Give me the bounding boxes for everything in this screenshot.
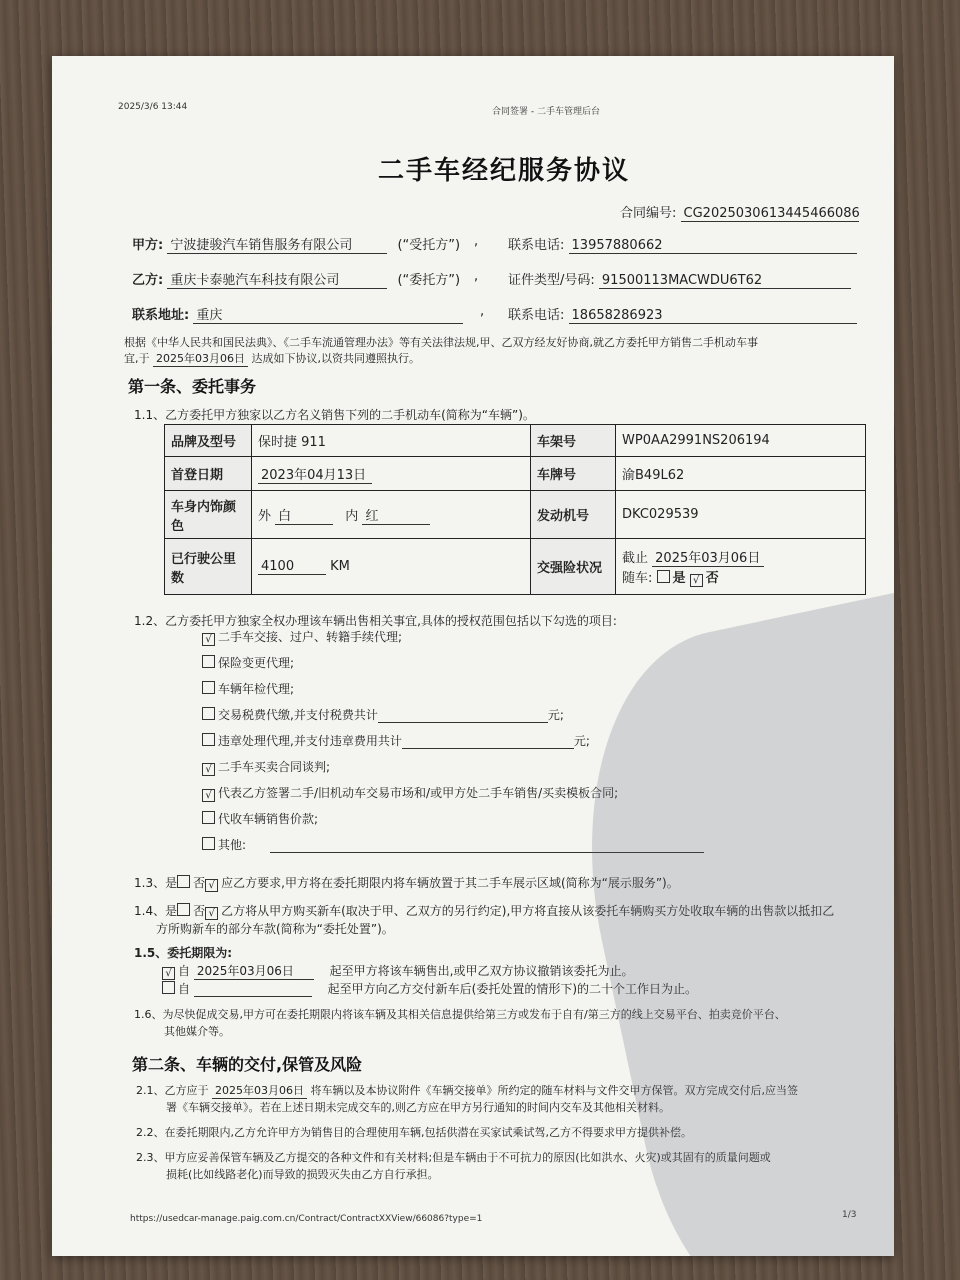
party-a-role: (“受托方”) (397, 238, 461, 253)
insurance-cell: 截止 2025年03月06日 随车: 是 √ 否 (616, 539, 866, 595)
option-tax-payment[interactable]: 交易税费代缴,并支付税费共计 元; (202, 706, 564, 723)
footer-url: https://usedcar-manage.paig.com.cn/Contract/ContractXXView/66086?type=1 (130, 1214, 483, 1224)
document-title: 二手车经纪服务协议 (378, 156, 631, 186)
option-checkbox[interactable]: √ (202, 763, 215, 776)
table-row (165, 425, 866, 457)
clause-1-3: 1.3、是 否 √ 应乙方要求,甲方将在委托期限内将车辆放置于其二手车展示区域(简称为“展示服务”)。 (134, 876, 679, 891)
party-b-role: (“委托方”) (397, 273, 461, 288)
term-option-1-checkbox[interactable]: √ (162, 967, 175, 980)
interior-color: 红 (362, 505, 430, 525)
clause-1-4-line-2: 方所购新车的部分车款(简称为“委托处置”)。 (156, 922, 394, 936)
clause-2-2: 2.2、在委托期限内,乙方允许甲方为销售目的合理使用车辆,包括供潜在买家试乘试驾,乙方不得要求甲方提供补偿。 (136, 1126, 692, 1139)
term-option-1[interactable]: √ 自 2025年03月06日 起至甲方将该车辆售出,或甲乙双方协议撤销该委托为止。 (162, 962, 634, 980)
plate-label: 车牌号 (531, 457, 616, 491)
option-annual-inspection[interactable]: 车辆年检代理; (202, 680, 294, 697)
option-checkbox[interactable] (202, 707, 215, 720)
agreement-date: 2025年03月06日 (153, 350, 248, 367)
clause-2-3: 2.3、甲方应妥善保管车辆及乙方提交的各种文件和有关材料;但是车辆由于不可抗力的原因(比如洪水、火灾)或其固有的质量问题或 (136, 1151, 771, 1164)
option-checkbox[interactable] (202, 811, 215, 824)
plate-value: 渝B49L62 (616, 457, 866, 491)
address-row (132, 304, 463, 324)
engine-value: DKC029539 (616, 491, 866, 539)
address-label: 联系地址: (132, 308, 190, 323)
vin-label: 车架号 (531, 425, 616, 457)
mileage-label: 已行驶公里数 (165, 539, 252, 595)
party-b-phone-label: 联系电话: (508, 308, 565, 323)
delivery-date: 2025年03月06日 (212, 1082, 307, 1099)
reg-date-label: 首登日期 (165, 457, 252, 491)
clause-1-5-title: 1.5、委托期限为: (134, 946, 233, 960)
term-start-date: 2025年03月06日 (194, 962, 314, 980)
clause-1-2: 1.2、乙方委托甲方独家全权办理该车辆出售相关事宜,具体的授权范围包括以下勾选的项目: (134, 614, 617, 628)
preamble-line-1: 根据《中华人民共和国民法典》、《二手车流通管理办法》等有关法律法规,甲、乙双方经友好协商,就乙方委托甲方销售二手机动车事 (124, 336, 758, 349)
party-a-row (132, 234, 460, 254)
option-handover[interactable]: √ 二手车交接、过户、转籍手续代理; (202, 628, 402, 646)
clause-1-4-yes-checkbox[interactable] (177, 903, 190, 916)
clause-1-6: 1.6、为尽快促成交易,甲方可在委托期限内将该车辆及其相关信息提供给第三方或发布于自有/第三方的线上交易平台、拍卖竞价平台、 (134, 1008, 786, 1021)
contract-number-label: 合同编号: (620, 206, 677, 221)
option-checkbox[interactable] (202, 733, 215, 746)
option-checkbox[interactable] (202, 837, 215, 850)
term-option-2[interactable]: 自 起至甲方向乙方交付新车后(委托处置的情形下)的二十个工作日为止。 (162, 980, 697, 997)
party-a-label: 甲方: (132, 238, 164, 253)
preamble-line-2: 宜,于 2025年03月06日 达成如下协议,以资共同遵照执行。 (124, 352, 420, 365)
option-negotiation[interactable]: √ 二手车买卖合同谈判; (202, 758, 330, 776)
print-page-title: 合同签署 - 二手车管理后台 (492, 107, 600, 117)
brand-value: 保时捷 911 (252, 425, 531, 457)
clause-1-4-no-checkbox[interactable]: √ (205, 907, 218, 920)
engine-label: 发动机号 (531, 491, 616, 539)
section-1-title: 第一条、委托事务 (128, 377, 257, 396)
option-violation-handling[interactable]: 违章处理代理,并支付违章费用共计 元; (202, 732, 590, 749)
clause-1-4: 1.4、是 否 √ 乙方将从甲方购买新车(取决于甲、乙双方的另行约定),甲方将直接从该委托车辆购买方处收取车辆的出售款以抵扣乙 (134, 904, 835, 919)
party-a-phone-row (508, 234, 857, 254)
clause-2-3-line-2: 损耗(比如线路老化)而导致的损毁灭失由乙方自行承担。 (166, 1168, 439, 1181)
table-row (165, 491, 866, 539)
option-other[interactable]: 其他: (202, 836, 704, 853)
color-cell: 外 白 内 红 (252, 491, 531, 539)
option-checkbox[interactable] (202, 655, 215, 668)
print-datetime: 2025/3/6 13:44 (118, 102, 188, 112)
insurance-expiry: 2025年03月06日 (652, 547, 764, 567)
party-b-phone: 18658286923 (569, 308, 857, 324)
page-number: 1/3 (842, 1210, 857, 1220)
party-b-name: 重庆卡泰驰汽车科技有限公司 (167, 269, 387, 289)
option-checkbox[interactable]: √ (202, 633, 215, 646)
insurance-yes-checkbox[interactable] (657, 570, 670, 583)
insurance-label: 交强险状况 (531, 539, 616, 595)
option-collect-payment[interactable]: 代收车辆销售价款; (202, 810, 318, 827)
vin-value: WP0AA2991NS206194 (616, 425, 866, 457)
clause-1-6-line-2: 其他媒介等。 (164, 1025, 230, 1038)
party-b-id-label: 证件类型/号码: (508, 273, 595, 288)
vehicle-info-table (164, 424, 866, 595)
section-2-title: 第二条、车辆的交付,保管及风险 (132, 1055, 363, 1074)
party-a-name: 宁波捷骏汽车销售服务有限公司 (167, 234, 387, 254)
mileage-unit: KM (330, 558, 350, 574)
term-option-2-checkbox[interactable] (162, 981, 175, 994)
party-a-phone-label: 联系电话: (508, 238, 565, 253)
brand-label: 品牌及型号 (165, 425, 252, 457)
exterior-color: 白 (275, 505, 333, 525)
option-checkbox[interactable] (202, 681, 215, 694)
option-insurance-change[interactable]: 保险变更代理; (202, 654, 294, 671)
color-label: 车身内饰颜色 (165, 491, 252, 539)
clause-1-3-yes-checkbox[interactable] (177, 875, 190, 888)
mileage-value: 4100 (258, 559, 326, 575)
mileage-cell (252, 539, 531, 595)
contract-page: 2025/3/6 13:44 合同签署 - 二手车管理后台 二手车经纪服务协议 合同编号: CG2025030613445466086 甲方: 宁波捷骏汽车销售服务有限公司 (“受托方”) , 联系电话: 13957880662 乙方: 重庆卡泰驰汽车科技有限公司 (“委托方”) , 证件类型/号码: 91500113MACWDU6T62 联系地址: 重庆 , 联系电话: 18658286923 根据《中华人民共和国民法典》、《二手车流通管理办法》等有关法律法规,甲、乙双方经友好协商,就乙方委托甲方销售二手机动车事 宜,于 2025年03月06日 达成如下协议,以资共同遵照执行。 第一条、委托事务 1.1、乙方委托甲方独家以乙方名义销售下列的二手机动车(简称为“车辆”)。 品牌及型号 保时捷 911 车架号 WP0AA2991NS206194 首登日期 2023年04月13日 车牌号 渝B49L62 车身内饰颜色 外 白 内 红 发动机号 DKC029539 已行驶公里数 4100 KM 交强险状况 截止 2025年03月06日 随车: 是 √ 否 1.2、乙方委托甲方独家全权办理该车辆出售相关事宜,具体的授权范围包括以下勾选的项目: √ 二手车交接、过户、转籍手续代理; 保险变更代理; 车辆年检代理; 交易税费代缴,并支付税费共计 元; 违章处理代理,并支付违章费用共计 元; √ 二手车买卖合同谈判; √ 代表乙方签署二手/旧机动车交易市场和/或甲方处二手车销售/买卖模板合同; 代收车辆销售价款; 其他: 1.3、是 否 √ 应乙方要求,甲方将在委托期限内将车辆放置于其二手车展示区域(简称为“展示服务”)。 1.4、是 否 √ 乙方将从甲方购买新车(取决于甲、乙双方的另行约定),甲方将直接从该委托车辆购买方处收取车辆的出售款以抵扣乙 方所购新车的部分车款(简称为“委托处置”)。 1.5、委托期限为: √ 自 2025年03月06日 起至甲方将该车辆售出,或甲乙双方协议撤销该委托为止。 自 起至甲方向乙方交付新车后(委托处置的情形下)的二十个工作日为止。 1.6、为尽快促成交易,甲方可在委托期限内将该车辆及其相关信息提供给第三方或发布于自有/第三方的线上交易平台、拍卖竞价平台、 其他媒介等。 第二条、车辆的交付,保管及风险 2.1、乙方应于 2025年03月06日 将车辆以及本协议附件《车辆交接单》所约定的随车材料与文件交甲方保管。双方完成交付后,应当签 署《车辆交接单》。若在上述日期未完成交车的,则乙方应在甲方另行通知的时间内交车及其他相关材料。 2.2、在委托期限内,乙方允许甲方为销售目的合理使用车辆,包括供潜在买家试乘试驾,乙方不得要求甲方提供补偿。 2.3、甲方应妥善保管车辆及乙方提交的各种文件和有关材料;但是车辆由于不可抗力的原因(比如洪水、火灾)或其固有的质量问题或 损耗(比如线路老化)而导致的损毁灭失由乙方自行承担。 https://usedcar-manage.paig.com.cn/Contract/ContractXXView/66086?type=1 1/3 (52, 56, 894, 1256)
address-value: 重庆 (193, 304, 463, 324)
party-b-row (132, 269, 460, 289)
insurance-no-checkbox[interactable]: √ (690, 574, 703, 587)
party-b-id: 91500113MACWDU6T62 (599, 273, 851, 289)
party-a-phone: 13957880662 (569, 238, 857, 254)
party-b-label: 乙方: (132, 273, 164, 288)
clause-1-1: 1.1、乙方委托甲方独家以乙方名义销售下列的二手机动车(简称为“车辆”)。 (134, 408, 535, 422)
clause-1-3-no-checkbox[interactable]: √ (205, 879, 218, 892)
option-checkbox[interactable]: √ (202, 789, 215, 802)
reg-date-cell (252, 457, 531, 491)
clause-2-1: 2.1、乙方应于 2025年03月06日 将车辆以及本协议附件《车辆交接单》所约定的随车材料与文件交甲方保管。双方完成交付后,应当签 (136, 1084, 798, 1097)
table-row (165, 539, 866, 595)
party-b-id-row (508, 269, 851, 289)
clause-2-1-line-2: 署《车辆交接单》。若在上述日期未完成交车的,则乙方应在甲方另行通知的时间内交车及其他相关材料。 (166, 1101, 670, 1114)
party-b-phone-row (508, 304, 857, 324)
contract-number-value: CG2025030613445466086 (681, 206, 859, 222)
reg-date-value: 2023年04月13日 (258, 464, 372, 484)
table-row (165, 457, 866, 491)
option-sign-contract[interactable]: √ 代表乙方签署二手/旧机动车交易市场和/或甲方处二手车销售/买卖模板合同; (202, 784, 618, 802)
contract-number (620, 202, 859, 222)
